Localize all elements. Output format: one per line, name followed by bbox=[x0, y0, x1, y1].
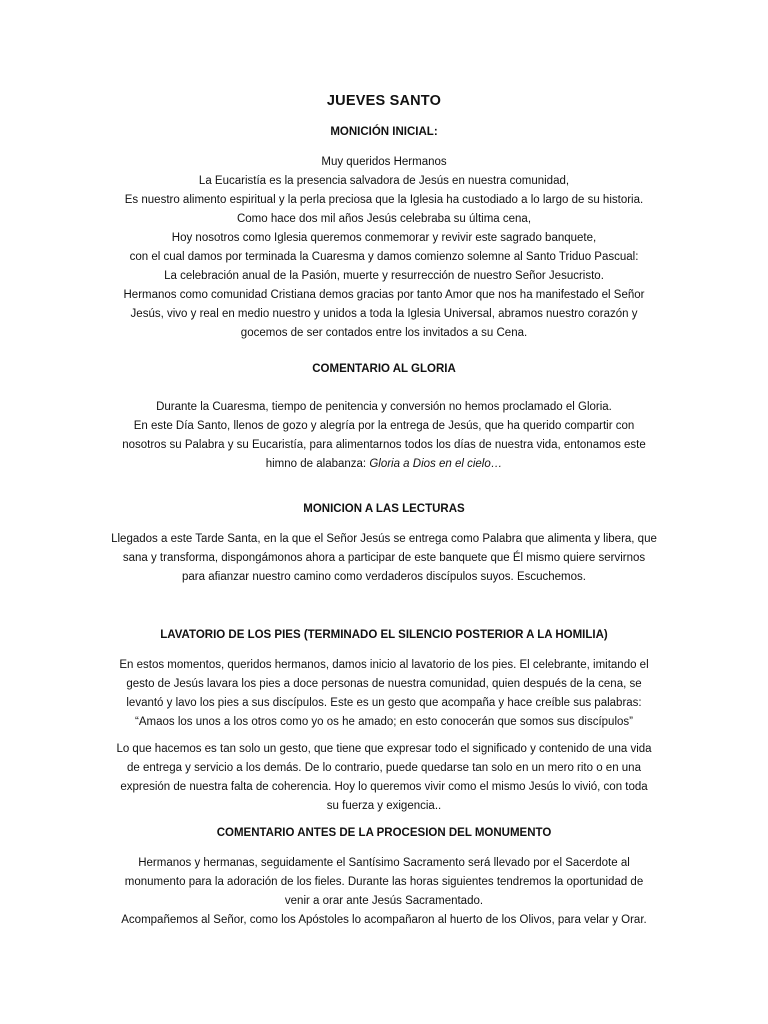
text-line bbox=[78, 455, 690, 474]
paragraph-monicion-lecturas bbox=[78, 530, 690, 587]
text-line: nosotros su Palabra y su Eucaristía, para alimentarnos todos los días de nuestra vida, entonamos este bbox=[122, 439, 646, 451]
paragraph-comentario-gloria bbox=[78, 398, 690, 474]
paragraph-lavatorio-2 bbox=[78, 740, 690, 816]
text-line: Lo que hacemos es tan solo un gesto, que tiene que expresar todo el significado y contenido de una vida bbox=[116, 743, 652, 755]
text-line: Llegados a este Tarde Santa, en la que el Señor Jesús se entrega como Palabra que alimenta y libera, que bbox=[111, 533, 657, 545]
text-line: Hoy nosotros como Iglesia queremos conmemorar y revivir este sagrado banquete, bbox=[171, 232, 597, 244]
text-line: Acompañemos al Señor, como los Apóstoles lo acompañaron al huerto de los Olivos, para velar y Orar. bbox=[121, 914, 647, 926]
italic-hymn-title: Gloria a Dios en el cielo… bbox=[369, 458, 503, 470]
heading-monicion-inicial: MONICIÓN INICIAL: bbox=[330, 126, 438, 138]
text-line: En este Día Santo, llenos de gozo y alegría por la entrega de Jesús, que ha querido compartir con bbox=[133, 420, 635, 432]
paragraph-procesion-monumento bbox=[78, 854, 690, 930]
text-run: himno de alabanza: bbox=[265, 458, 370, 470]
text-line: Hermanos como comunidad Cristiana demos gracias por tanto Amor que nos ha manifestado el Señor bbox=[123, 289, 645, 301]
text-line: monumento para la adoración de los fieles. Durante las horas siguientes tendremos la oportunidad de bbox=[124, 876, 644, 888]
text-line: sana y transforma, dispongámonos ahora a participar de este banquete que Él mismo quiere servirnos bbox=[122, 552, 646, 564]
document-title: JUEVES SANTO bbox=[326, 93, 442, 109]
text-line: para afianzar nuestro camino como verdaderos discípulos suyos. Escuchemos. bbox=[182, 571, 586, 583]
text-line: venir a orar ante Jesús Sacramentado. bbox=[284, 895, 484, 907]
text-line: Muy queridos Hermanos bbox=[321, 156, 447, 168]
text-line: Jesús, vivo y real en medio nuestro y unidos a toda la Iglesia Universal, abramos nuestro corazón y bbox=[130, 308, 638, 320]
paragraph-lavatorio-1 bbox=[78, 656, 690, 732]
text-line: En estos momentos, queridos hermanos, damos inicio al lavatorio de los pies. El celebrante, imitando el bbox=[119, 659, 649, 671]
text-line: gesto de Jesús lavara los pies a doce personas de nuestra comunidad, quien después de la cena, se bbox=[126, 678, 642, 690]
text-line: expresión de nuestra falta de coherencia. Hoy lo queremos vivir como el mismo Jesús lo vivió, con toda bbox=[120, 781, 648, 793]
text-line: gocemos de ser contados entre los invitados a su Cena. bbox=[240, 327, 528, 339]
text-line: Durante la Cuaresma, tiempo de penitencia y conversión no hemos proclamado el Gloria. bbox=[156, 401, 612, 413]
heading-lavatorio: LAVATORIO DE LOS PIES (TERMINADO EL SILENCIO POSTERIOR A LA HOMILIA) bbox=[160, 629, 608, 641]
text-line: levantó y lavo los pies a sus discípulos. Este es un gesto que acompaña y hace creíble sus palabras: bbox=[126, 697, 642, 709]
heading-comentario-gloria: COMENTARIO AL GLORIA bbox=[312, 363, 456, 375]
heading-procesion-monumento: COMENTARIO ANTES DE LA PROCESION DEL MONUMENTO bbox=[216, 827, 552, 839]
text-line: Hermanos y hermanas, seguidamente el Santísimo Sacramento será llevado por el Sacerdote al bbox=[138, 857, 630, 869]
text-line: Como hace dos mil años Jesús celebraba su última cena, bbox=[236, 213, 532, 225]
text-line: de entrega y servicio a los demás. De lo contrario, puede quedarse tan solo en un mero rito o en una bbox=[127, 762, 641, 774]
text-line: Es nuestro alimento espiritual y la perla preciosa que la Iglesia ha custodiado a lo largo de su historia. bbox=[124, 194, 644, 206]
paragraph-monicion-inicial bbox=[78, 153, 690, 343]
text-line: con el cual damos por terminada la Cuaresma y damos comienzo solemne al Santo Triduo Pascual: bbox=[129, 251, 639, 263]
text-line: La Eucaristía es la presencia salvadora de Jesús en nuestra comunidad, bbox=[198, 175, 570, 187]
text-line: La celebración anual de la Pasión, muerte y resurrección de nuestro Señor Jesucristo. bbox=[164, 270, 604, 282]
text-line: su fuerza y exigencia.. bbox=[326, 800, 442, 812]
text-line: “Amaos los unos a los otros como yo os he amado; en esto conocerán que somos sus discípulos” bbox=[135, 716, 633, 728]
heading-monicion-lecturas: MONICION A LAS LECTURAS bbox=[303, 503, 465, 515]
